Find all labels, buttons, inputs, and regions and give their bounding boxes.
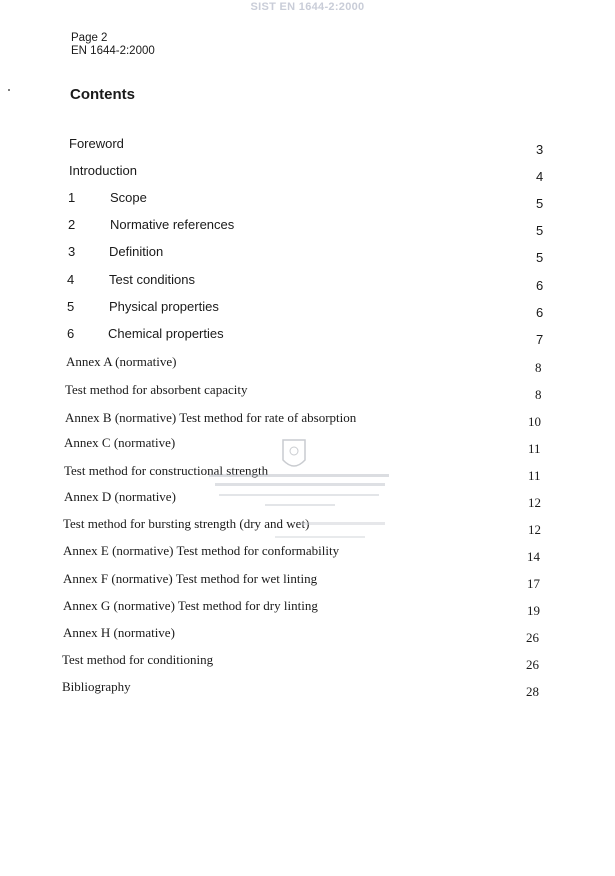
toc-page-number: 6 bbox=[536, 305, 544, 320]
crest-icon bbox=[205, 438, 395, 548]
toc-title: Definition bbox=[109, 244, 164, 259]
toc-title: Annex F (normative) Test method for wet linting bbox=[63, 571, 318, 586]
library-stamp bbox=[205, 438, 395, 548]
toc-section-number: 3 bbox=[68, 244, 76, 259]
toc-title: Physical properties bbox=[109, 299, 219, 314]
toc-page-number: 17 bbox=[527, 576, 540, 591]
toc-title: Annex A (normative) bbox=[66, 354, 177, 369]
toc-title: Chemical properties bbox=[108, 326, 224, 341]
toc-page-number: 3 bbox=[536, 142, 544, 157]
toc-page-number: 6 bbox=[536, 278, 544, 293]
toc-title: Test method for conditioning bbox=[62, 652, 214, 667]
toc-title: Annex B (normative) Test method for rate of absorption bbox=[65, 410, 357, 425]
toc-title: Scope bbox=[110, 190, 147, 205]
toc-page-number: 11 bbox=[528, 441, 541, 456]
toc-section-number: 2 bbox=[68, 217, 76, 232]
toc-page-number: 5 bbox=[536, 223, 544, 238]
toc-title: Annex D (normative) bbox=[64, 489, 176, 504]
toc-page-number: 8 bbox=[535, 360, 542, 375]
contents-title: Contents bbox=[70, 86, 135, 103]
toc-page-number: 19 bbox=[527, 603, 540, 618]
toc-section-number: 5 bbox=[67, 299, 75, 314]
toc-title: Test method for bursting strength (dry and wet) bbox=[63, 516, 310, 531]
toc-section-number: 6 bbox=[67, 326, 75, 341]
page-label: Page 2 bbox=[71, 32, 108, 44]
toc-page-number: 10 bbox=[528, 414, 541, 429]
toc-page-number: 12 bbox=[528, 522, 541, 537]
scan-speck bbox=[8, 89, 10, 91]
standard-reference: EN 1644-2:2000 bbox=[71, 45, 155, 57]
toc-page-number: 26 bbox=[526, 630, 539, 645]
toc-title: Foreword bbox=[69, 136, 124, 151]
toc-page-number: 14 bbox=[527, 549, 540, 564]
toc-page-number: 26 bbox=[526, 657, 539, 672]
toc-title: Annex E (normative) Test method for conformability bbox=[63, 543, 340, 558]
toc-title: Test conditions bbox=[109, 272, 195, 287]
toc-page-number: 4 bbox=[536, 169, 544, 184]
toc-title: Test method for absorbent capacity bbox=[65, 382, 248, 397]
toc-title: Annex C (normative) bbox=[64, 435, 176, 450]
toc-title: Test method for constructional strength bbox=[64, 463, 269, 478]
toc-section-number: 4 bbox=[67, 272, 75, 287]
watermark-header: SIST EN 1644-2:2000 bbox=[250, 1, 365, 13]
page-header bbox=[71, 32, 155, 58]
toc-page-number: 11 bbox=[528, 468, 541, 483]
toc-page-number: 12 bbox=[528, 495, 541, 510]
toc-section-number: 1 bbox=[68, 190, 76, 205]
toc-title: Annex G (normative) Test method for dry linting bbox=[63, 598, 318, 613]
toc-title: Annex H (normative) bbox=[63, 625, 175, 640]
toc-page-number: 7 bbox=[536, 332, 544, 347]
toc-page-number: 5 bbox=[536, 250, 544, 265]
toc-page-number: 5 bbox=[536, 196, 544, 211]
toc-page-number: 8 bbox=[535, 387, 542, 402]
toc-page-number: 28 bbox=[526, 684, 539, 699]
toc-title: Bibliography bbox=[62, 679, 131, 694]
toc-title: Introduction bbox=[69, 163, 137, 178]
toc-title: Normative references bbox=[110, 217, 235, 232]
